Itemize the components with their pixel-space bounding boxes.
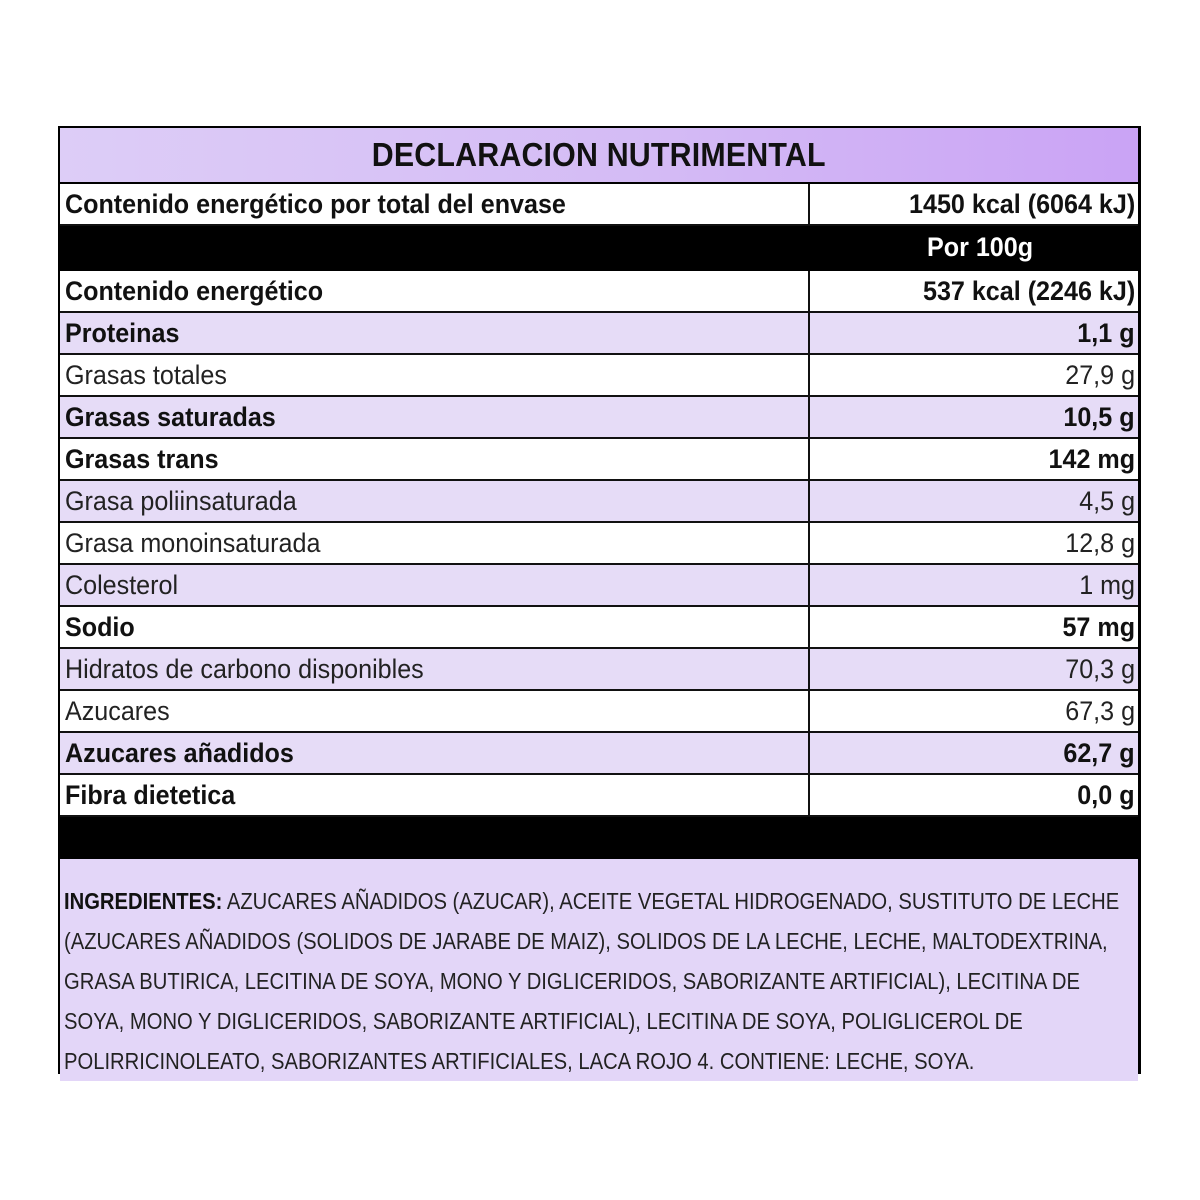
nutrient-value: 12,8 g: [1065, 527, 1135, 558]
nutrient-value: 57 mg: [1062, 611, 1135, 642]
nutrient-value: 62,7 g: [1063, 737, 1135, 768]
nutrient-value: 67,3 g: [1065, 695, 1135, 726]
nutrient-table: [60, 271, 1138, 817]
nutrient-row: [60, 733, 1138, 775]
energy-total-value: 1450 kcal (6064 kJ): [908, 188, 1135, 219]
nutrient-name: Hidratos de carbono disponibles: [65, 653, 424, 684]
nutrient-value: 1 mg: [1079, 569, 1135, 600]
nutrient-value: 1,1 g: [1077, 317, 1135, 348]
nutrient-value: 0,0 g: [1077, 779, 1135, 810]
label-title: [60, 128, 1138, 184]
nutrient-row: [60, 607, 1138, 649]
nutrient-name: Azucares añadidos: [65, 737, 294, 768]
nutrition-label: [58, 126, 1141, 1074]
nutrient-row: [60, 271, 1138, 313]
per-100g-label: Por 100g: [926, 232, 1034, 262]
nutrient-value: 142 mg: [1048, 443, 1135, 474]
nutrient-row: [60, 565, 1138, 607]
nutrient-row: [60, 355, 1138, 397]
nutrient-name: Grasa monoinsaturada: [65, 527, 321, 558]
nutrient-value: 70,3 g: [1065, 653, 1135, 684]
nutrient-name: Grasas trans: [65, 443, 219, 474]
nutrient-name: Grasas saturadas: [65, 401, 276, 432]
nutrient-name: Proteinas: [65, 317, 180, 348]
energy-total-row: [60, 184, 1138, 226]
ingredients-text: AZUCARES AÑADIDOS (AZUCAR), ACEITE VEGETAL HIDROGENADO, SUSTITUTO DE LECHE (AZUCARES AÑADIDOS (SOLIDOS DE JARABE DE MAIZ), SOLIDOS DE LA LECHE, LECHE, MALTODEXTRINA, GRASA BUTIRICA, LECITINA DE SOYA, MONO Y DIGLICERIDOS, SABORIZANTE ARTIFICIAL), LECITINA DE SOYA, MONO Y DIGLICERIDOS, SABORIZANTE ARTIFICIAL), LECITINA DE SOYA, POLIGLICEROL DE POLIRRICINOLEATO, SABORIZANTES ARTIFICIALES, LACA ROJO 4. CONTIENE: LECHE, SOYA.: [64, 888, 1120, 1074]
nutrient-row: [60, 691, 1138, 733]
title-text: DECLARACION NUTRIMENTAL: [372, 136, 826, 173]
nutrient-value: 27,9 g: [1065, 359, 1135, 390]
nutrient-value: 537 kcal (2246 kJ): [922, 275, 1135, 306]
per-100g-header: [60, 226, 1138, 271]
nutrient-name: Contenido energético: [65, 275, 324, 306]
nutrient-value: 10,5 g: [1063, 401, 1135, 432]
nutrient-row: [60, 481, 1138, 523]
nutrient-row: [60, 313, 1138, 355]
nutrient-name: Fibra dietetica: [65, 779, 236, 810]
nutrient-row: [60, 523, 1138, 565]
ingredients-heading: INGREDIENTES:: [64, 888, 223, 914]
ingredients-section: [60, 859, 1138, 1081]
separator-bar: [60, 817, 1138, 859]
nutrient-name: Sodio: [65, 611, 135, 642]
nutrient-name: Colesterol: [65, 569, 179, 600]
nutrient-row: [60, 775, 1138, 817]
nutrient-value: 4,5 g: [1079, 485, 1135, 516]
nutrient-row: [60, 649, 1138, 691]
nutrient-row: [60, 439, 1138, 481]
nutrient-name: Grasa poliinsaturada: [65, 485, 297, 516]
nutrient-row: [60, 397, 1138, 439]
nutrient-name: Azucares: [65, 695, 170, 726]
nutrient-name: Grasas totales: [65, 359, 227, 390]
energy-total-label: Contenido energético por total del envase: [65, 188, 566, 219]
